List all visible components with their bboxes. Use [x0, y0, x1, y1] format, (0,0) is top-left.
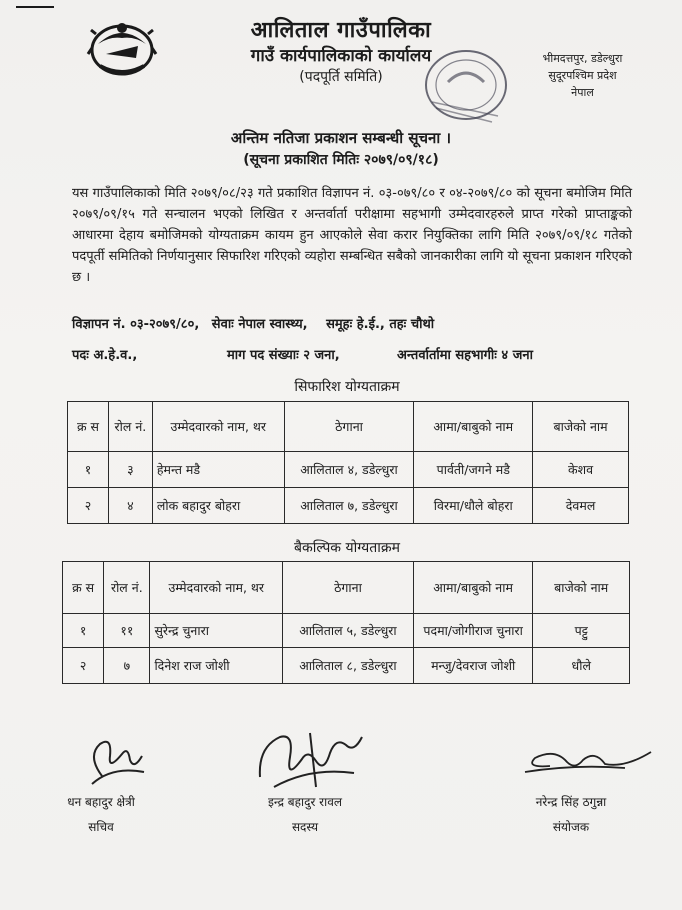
- signatory-role: सचिव: [88, 820, 114, 834]
- column-header: ठेगाना: [284, 402, 414, 452]
- table-cell: २: [68, 488, 109, 524]
- table-cell: पार्वती/जगने मडै: [414, 452, 533, 488]
- table-cell: दिनेश राज जोशी: [150, 648, 283, 684]
- table-cell: ११: [104, 614, 150, 648]
- signatory-name: नरेन्द्र सिंह ठगुन्ना: [535, 795, 607, 809]
- post-name: पदः अ.हे.व.,: [72, 348, 138, 363]
- column-header: रोल नं.: [108, 402, 152, 452]
- table-cell: लोक बहादुर बोहरा: [152, 488, 284, 524]
- service-name: सेवाः नेपाल स्वास्थ्य,: [211, 317, 308, 332]
- notice-body: यस गाउँपालिकाको मिति २०७९/०८/२३ गते प्रकाशित विज्ञापन नं. ०३-०७९/८० र ०४-२०७९/८० को सूचना बमोजिम मिति २०७९/०९/१५ गते सन्चालन भएको लिखित र अन्तर्वार्ता परीक्षामा सहभागी उम्मेदवारहरुले प्राप्त गरेको प्राप्ताङ्कको आधारमा देहाय बमोजिमको योग्यताक्रम कायम हुन आएकोले सेवा करार नियुक्तिका लागि मिति २०७९/०९/१८ गतेको पदपूर्ती समितिको निर्णयानुसार सिफारिश गरिएको व्यहोरा सम्बन्धित सबैको जानकारीका लागि यो सूचना प्रकाशन गरिएको छ ।: [72, 186, 632, 285]
- alternative-title: बैकल्पिक योग्यताक्रम: [293, 540, 401, 556]
- signatory-coordinator: [506, 793, 636, 835]
- signatory-role: संयोजक: [552, 820, 590, 834]
- table-cell: ४: [108, 488, 152, 524]
- demand-count: माग पद संख्याः २ जना,: [227, 348, 340, 363]
- official-stamp-icon: [418, 42, 514, 128]
- address-line: भीमदत्तपुर, डडेल्धुरा: [542, 52, 623, 65]
- vacancy-line-2: [72, 345, 632, 363]
- table-row: [63, 648, 630, 684]
- column-header: बाजेको नाम: [533, 402, 629, 452]
- table-row: [63, 614, 630, 648]
- signature-secretary-icon: [82, 736, 152, 791]
- column-header: बाजेको नाम: [533, 562, 630, 614]
- table-cell: आलिताल ७, डडेल्धुरा: [284, 488, 414, 524]
- table-cell: विरमा/धौले बोहरा: [414, 488, 533, 524]
- office-name: गाउँ कार्यपालिकाको कार्यालय: [250, 46, 432, 66]
- table-cell: केशव: [533, 452, 629, 488]
- notice-title: अन्तिम नतिजा प्रकाशन सम्बन्धी सूचना ।: [230, 129, 452, 147]
- table-cell: ७: [104, 648, 150, 684]
- column-header: रोल नं.: [104, 562, 150, 614]
- signature-member-icon: [250, 727, 370, 795]
- table-cell: ३: [108, 452, 152, 488]
- table-cell: १: [63, 614, 104, 648]
- table-cell: देवमल: [533, 488, 629, 524]
- column-header: ठेगाना: [283, 562, 414, 614]
- signature-coordinator-icon: [505, 738, 655, 783]
- vacancy-line-1: [72, 314, 434, 332]
- table-cell: आलिताल ८, डडेल्धुरा: [283, 648, 414, 684]
- office-address: [525, 50, 640, 101]
- table-cell: आलिताल ५, डडेल्धुरा: [283, 614, 414, 648]
- column-header: आमा/बाबुको नाम: [414, 402, 533, 452]
- advert-number: विज्ञापन नं. ०३-२०७९/८०,: [72, 317, 200, 332]
- recommended-table: [67, 401, 629, 524]
- table-cell: धौले: [533, 648, 630, 684]
- address-line: सुदूरपश्चिम प्रदेश: [548, 69, 617, 82]
- table-header-row: [68, 402, 629, 452]
- signatory-role: सदस्य: [291, 820, 319, 834]
- table-row: [68, 452, 629, 488]
- column-header: क्र स: [63, 562, 104, 614]
- address-line: नेपाल: [571, 86, 594, 99]
- signatory-name: धन बहादुर क्षेत्री: [67, 795, 135, 809]
- signatory-member: [240, 793, 370, 835]
- notice-date: (सूचना प्रकाशित मितिः २०७९/०९/१८): [243, 152, 439, 168]
- municipality-name: आलिताल गाउँपालिका: [250, 18, 432, 43]
- committee-name: (पदपूर्ति समिति): [299, 69, 383, 85]
- column-header: उम्मेदवारको नाम, थर: [150, 562, 283, 614]
- signatory-secretary: [48, 793, 154, 835]
- signatory-name: इन्द्र बहादुर रावल: [267, 795, 343, 809]
- column-header: क्र स: [68, 402, 109, 452]
- table-row: [68, 488, 629, 524]
- group-level: समूहः हे.ई., तहः चौथो: [326, 317, 435, 332]
- table-cell: सुरेन्द्र चुनारा: [150, 614, 283, 648]
- table-cell: पट्टु: [533, 614, 630, 648]
- table-cell: १: [68, 452, 109, 488]
- table-cell: मन्जु/देवराज जोशी: [413, 648, 533, 684]
- top-rule: [16, 6, 54, 8]
- table-cell: आलिताल ४, डडेल्धुरा: [284, 452, 414, 488]
- column-header: आमा/बाबुको नाम: [413, 562, 533, 614]
- table-cell: पदमा/जोगीराज चुनारा: [413, 614, 533, 648]
- recommended-title: सिफारिश योग्यताक्रम: [294, 379, 400, 395]
- table-cell: २: [63, 648, 104, 684]
- participant-count: अन्तर्वार्तामा सहभागीः ४ जना: [397, 348, 533, 363]
- table-cell: हेमन्त मडै: [152, 452, 284, 488]
- column-header: उम्मेदवारको नाम, थर: [152, 402, 284, 452]
- alternative-table: [62, 561, 630, 684]
- table-header-row: [63, 562, 630, 614]
